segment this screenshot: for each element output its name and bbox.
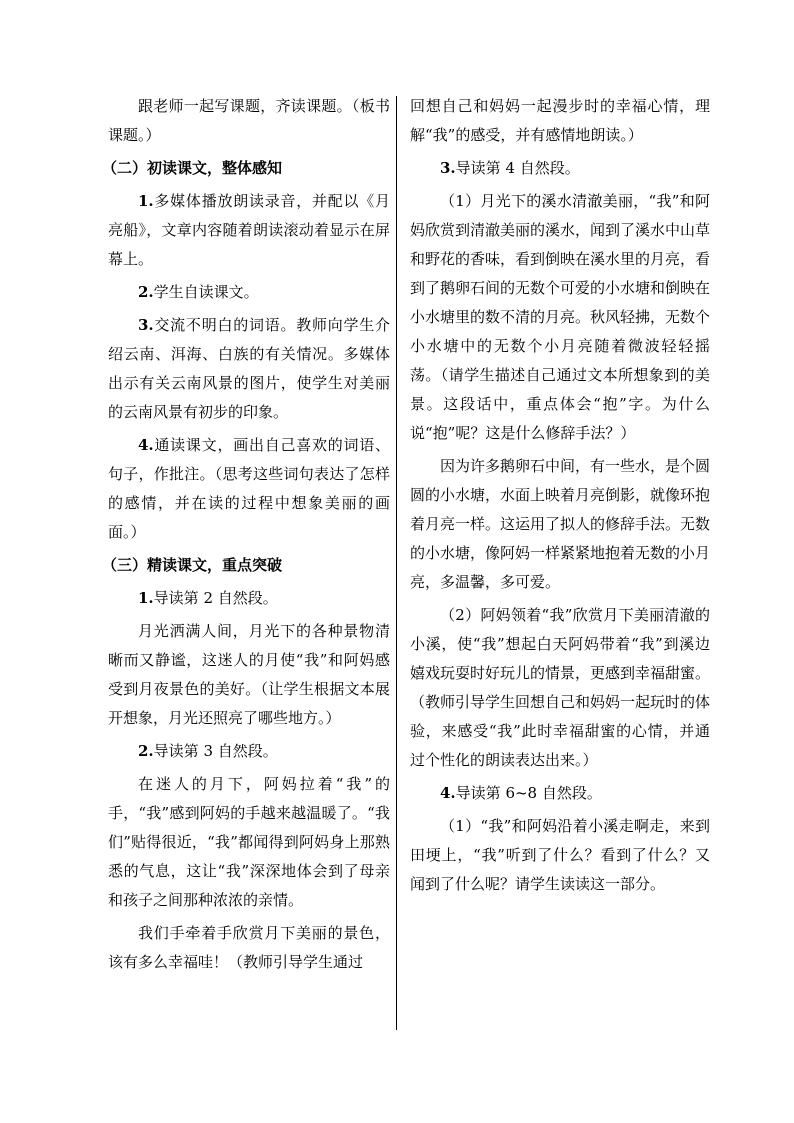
guide-1-number: 1. <box>138 589 154 607</box>
step-2-text: 学生自读课文。 <box>153 283 259 301</box>
step-2-number: 2. <box>138 283 154 301</box>
guide-4-paragraph <box>410 779 710 808</box>
guide-4-sub-1: （1）“我”和阿妈沿着小溪走啊走，来到田埂上，“我”听到了什么？看到了什么？又闻到了什么呢？请学生读读这一部分。 <box>410 817 710 893</box>
section-heading-3: （三）精读课文，重点突破 <box>102 556 283 574</box>
guide-4-number: 4. <box>440 784 456 802</box>
guide-1-paragraph <box>108 584 390 613</box>
step-4-text: 通读课文，画出自己喜欢的词语、句子，作批注。（思考这些词句表达了怎样的感情，并在读的过程中想象美丽的画面。） <box>108 436 390 541</box>
guide-2-body-continued: 我们手牵着手欣赏月下美丽的景色，该有多么幸福哇！（教师引导学生通过 <box>108 924 390 971</box>
section-heading-2: （二）初读课文，整体感知 <box>102 159 283 177</box>
guide-3-number: 3. <box>440 159 456 177</box>
left-column <box>102 92 390 981</box>
step-1-number: 1. <box>138 192 154 210</box>
step-4-number: 4. <box>138 436 154 454</box>
step-2-paragraph <box>108 278 390 307</box>
right-continued-paragraph: 回想自己和妈妈一起漫步时的幸福心情，理解“我”的感受，并有感情地朗读。） <box>410 97 710 144</box>
column-divider <box>396 96 397 1030</box>
guide-1-text: 导读第 2 自然段。 <box>153 589 278 607</box>
guide-2-paragraph <box>108 737 390 766</box>
guide-2-body: 在迷人的月下，阿妈拉着“我”的手，“我”感到阿妈的手越来越温暖了。“我们”贴得很近，“我”都闻得到阿妈身上那熟悉的气息，这让“我”深深地体会到了母亲和孩子之间那种浓浓的亲情。 <box>108 775 390 909</box>
left-intro-paragraph: 跟老师一起写课题，齐读课题。（板书课题。） <box>108 97 390 144</box>
guide-4-text: 导读第 6~8 自然段。 <box>455 784 602 802</box>
guide-3-sub-1: （1）月光下的溪水清澈美丽，“我”和阿妈欣赏到清澈美丽的溪水，闻到了溪水中山草和野花的香味，看到倒映在溪水里的月亮，看到了鹅卵石间的无数个可爱的小水塘和倒映在小水塘里的数不清的月亮。秋风轻拂，无数个小水塘中的无数个小月亮随着微波轻轻摇荡。（请学生描述自己通过文本所想象到的美景。这段话中，重点体会“抱”字。为什么说“抱”呢？这是什么修辞手法？） <box>410 192 711 442</box>
guide-3-text: 导读第 4 自然段。 <box>455 159 580 177</box>
step-4-paragraph <box>108 431 390 547</box>
step-3-paragraph <box>108 311 390 427</box>
guide-3-paragraph <box>410 154 710 183</box>
step-1-text: 多媒体播放朗读录音，并配以《月亮船》，文章内容随着朗读滚动着显示在屏幕上。 <box>108 192 390 268</box>
right-column <box>410 92 710 903</box>
guide-3-sub-1-body: 因为许多鹅卵石中间，有一些水，是个圆圆的小水塘，水面上映着月亮倒影，就像环抱着月亮一样。这运用了拟人的修辞手法。无数的小水塘，像阿妈一样紧紧地抱着无数的小月亮，多温馨，多可爱。 <box>410 457 711 591</box>
guide-3-sub-2: （2）阿妈领着“我”欣赏月下美丽清澈的小溪，使“我”想起白天阿妈带着“我”到溪边嬉戏玩耍时好玩儿的情景，更感到幸福甜蜜。（教师引导学生回想自己和妈妈一起玩时的体验，来感受“我”此时幸福甜蜜的心情，并通过个性化的朗读表达出来。） <box>410 606 711 769</box>
step-3-text: 交流不明白的词语。教师向学生介绍云南、洱海、白族的有关情况。多媒体出示有关云南风景的图片，使学生对美丽的云南风景有初步的印象。 <box>108 316 390 421</box>
guide-1-body: 月光洒满人间，月光下的各种景物清晰而又静谧，这迷人的月使“我”和阿妈感受到月夜景色的美好。（让学生根据文本展开想象，月光还照亮了哪些地方。） <box>108 622 390 727</box>
step-1-paragraph <box>108 187 390 274</box>
guide-2-number: 2. <box>138 742 154 760</box>
guide-2-text: 导读第 3 自然段。 <box>153 742 278 760</box>
step-3-number: 3. <box>138 316 154 334</box>
